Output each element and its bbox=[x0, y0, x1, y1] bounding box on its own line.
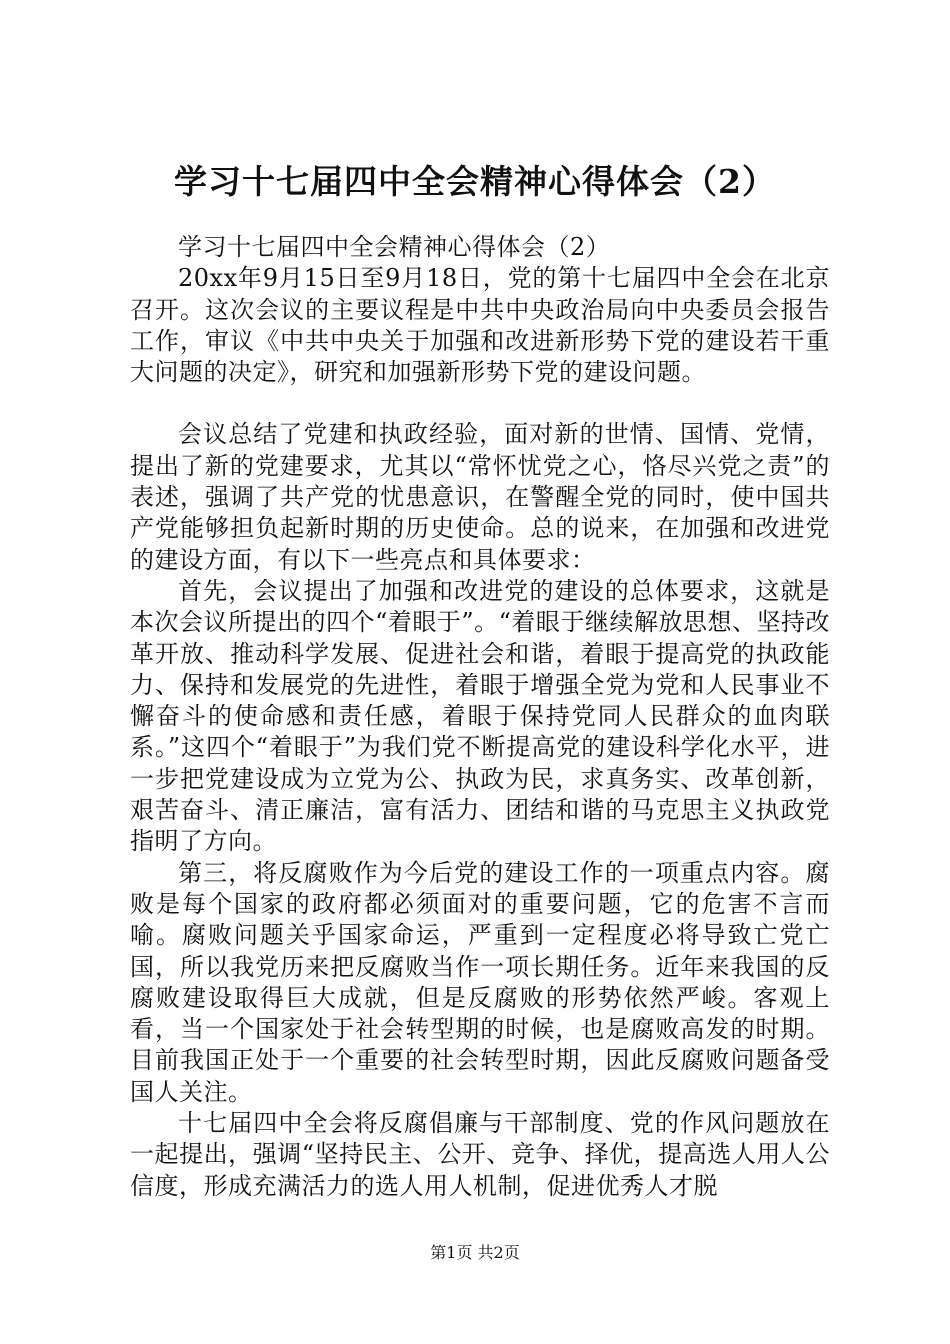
page-number: 第1页 共2页 bbox=[430, 1243, 520, 1262]
page-title: 学习十七届四中全会精神心得体会（2） bbox=[174, 162, 776, 201]
paragraph-1: 20xx年9月15日至9月18日，党的第十七届四中全会在北京召开。这次会议的主要议程是中共中央政治局向中央委员会报告工作，审议《中共中央关于加强和改进新形势下党的建设若干重大问题的决定》，研究和加强新形势下党的建设问题。 bbox=[130, 264, 830, 387]
paragraph-3: 首先，会议提出了加强和改进党的建设的总体要求，这就是本次会议所提出的四个“着眼于”。“着眼于继续解放思想、坚持改革开放、推动科学发展、促进社会和谐，着眼于提高党的执政能力、保持和发展党的先进性，着眼于增强全党为党和人民事业不懈奋斗的使命感和责任感，着眼于保持党同人民群众的血肉联系。”这四个“着眼于”为我们党不断提高党的建设科学化水平，进一步把党建设成为立党为公、执政为民，求真务实、改革创新，艰苦奋斗、清正廉洁，富有活力、团结和谐的马克思主义执政党指明了方向。 bbox=[130, 576, 830, 856]
document-body bbox=[130, 232, 830, 1202]
paragraph-4: 第三，将反腐败作为今后党的建设工作的一项重点内容。腐败是每个国家的政府都必须面对的重要问题，它的危害不言而喻。腐败问题关乎国家命运，严重到一定程度必将导致亡党亡国，所以我党历来把反腐败当作一项长期任务。近年来我国的反腐败建设取得巨大成就，但是反腐败的形势依然严峻。客观上看，当一个国家处于社会转型期的时候，也是腐败高发的时期。目前我国正处于一个重要的社会转型时期，因此反腐败问题备受国人关注。 bbox=[130, 858, 830, 1106]
subtitle: 学习十七届四中全会精神心得体会（2） bbox=[178, 233, 611, 261]
paragraph-2: 会议总结了党建和执政经验，面对新的世情、国情、党情，提出了新的党建要求，尤其以“常怀忧党之心，恪尽兴党之责”的表述，强调了共产党的忧患意识，在警醒全党的同时，使中国共产党能够担负起新时期的历史使命。总的说来，在加强和改进党的建设方面，有以下一些亮点和具体要求： bbox=[130, 420, 830, 574]
paragraph-5: 十七届四中全会将反腐倡廉与干部制度、党的作风问题放在一起提出，强调“坚持民主、公开、竞争、择优，提高选人用人公信度，形成充满活力的选人用人机制，促进优秀人才脱 bbox=[130, 1109, 830, 1200]
